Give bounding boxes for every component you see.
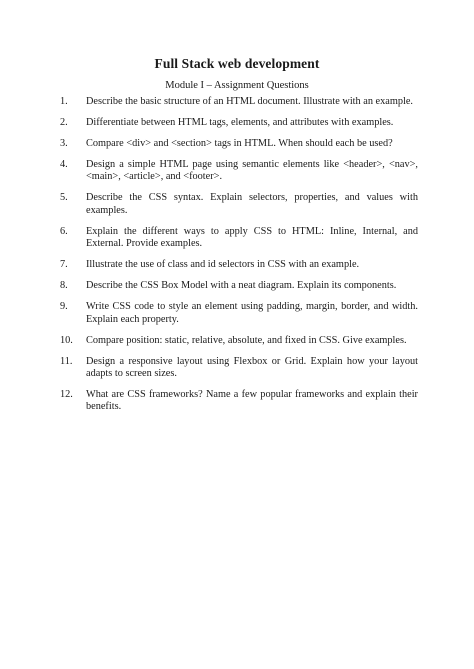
question-item	[60, 356, 418, 381]
question-item	[60, 259, 418, 271]
question-text: Describe the basic structure of an HTML document. Illustrate with an example.	[86, 96, 414, 107]
question-item	[60, 117, 418, 129]
question-number: 12.	[60, 389, 73, 401]
question-text: Differentiate between HTML tags, elements, and attributes with examples.	[86, 117, 394, 128]
question-number: 9.	[60, 301, 68, 313]
question-number: 10.	[60, 334, 73, 346]
question-item	[60, 138, 418, 150]
question-text: Design a responsive layout using Flexbox or Grid. Explain how your layout adapts to screen sizes.	[86, 355, 418, 380]
question-text: Describe the CSS syntax. Explain selectors, properties, and values with examples.	[86, 192, 418, 216]
question-number: 1.	[60, 96, 68, 107]
question-item	[60, 192, 418, 217]
document-title: Full Stack web development	[154, 56, 320, 71]
question-item	[60, 280, 418, 292]
question-number: 2.	[60, 117, 68, 128]
question-number: 11.	[60, 355, 73, 367]
question-number: 6.	[60, 225, 68, 237]
question-text: Compare position: static, relative, absolute, and fixed in CSS. Give examples.	[86, 334, 407, 346]
question-text: Write CSS code to style an element using padding, margin, border, and width. Explain each property.	[86, 301, 418, 325]
question-number: 5.	[60, 192, 68, 204]
question-item	[60, 335, 418, 347]
question-number: 3.	[60, 138, 68, 149]
question-text: What are CSS frameworks? Name a few popular frameworks and explain their benefits.	[86, 389, 418, 413]
question-list	[60, 96, 418, 422]
question-text: Explain the different ways to apply CSS to HTML: Inline, Internal, and External. Provide examples.	[86, 225, 418, 250]
question-text: Design a simple HTML page using semantic elements like <header>, <nav>, <main>, <article>, and <footer>.	[86, 159, 418, 183]
question-item	[60, 389, 418, 414]
question-number: 4.	[60, 159, 68, 170]
question-number: 7.	[60, 259, 68, 271]
question-text: Illustrate the use of class and id selectors in CSS with an example.	[86, 259, 360, 271]
question-item	[60, 96, 418, 108]
question-item	[60, 159, 418, 184]
question-number: 8.	[60, 280, 68, 292]
question-item	[60, 226, 418, 251]
question-text: Describe the CSS Box Model with a neat diagram. Explain its components.	[86, 280, 397, 292]
document-subtitle: Module I – Assignment Questions	[165, 80, 309, 91]
question-text: Compare <div> and <section> tags in HTML. When should each be used?	[86, 138, 393, 149]
question-item	[60, 301, 418, 326]
